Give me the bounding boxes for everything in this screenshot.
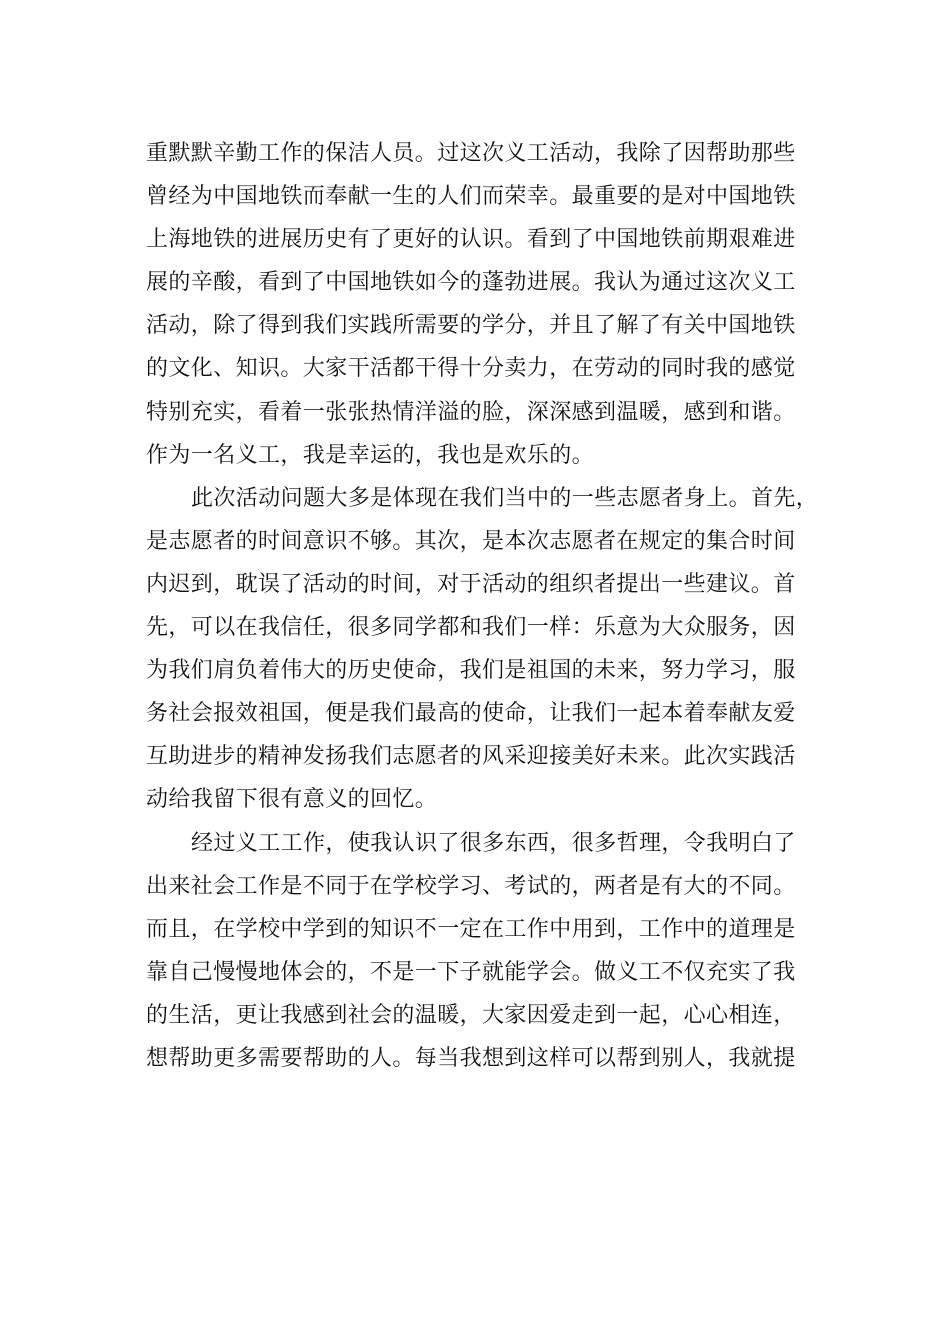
text-line: 曾经为中国地铁而奉献一生的人们而荣幸。最重要的是对中国地铁 xyxy=(146,184,796,210)
text-line: 特别充实，看着一张张热情洋溢的脸，深深感到温暖，感到和谐。 xyxy=(146,399,796,425)
text-line: 展的辛酸，看到了中国地铁如今的蓬勃进展。我认为通过这次义工 xyxy=(146,270,796,296)
text-line: 而且，在学校中学到的知识不一定在工作中用到，工作中的道理是 xyxy=(146,916,796,942)
text-line: 动给我留下很有意义的回忆。 xyxy=(146,787,438,813)
text-line: 为我们肩负着伟大的历史使命，我们是祖国的未来，努力学习，服 xyxy=(146,658,796,684)
text-line: 内迟到，耽误了活动的时间，对于活动的组织者提出一些建议。首 xyxy=(146,571,796,597)
text-line: 互助进步的精神发扬我们志愿者的风采迎接美好未来。此次实践活 xyxy=(146,744,796,770)
text-line: 上海地铁的进展历史有了更好的认识。看到了中国地铁前期艰难进 xyxy=(146,227,796,253)
text-line: 靠自己慢慢地体会的，不是一下子就能学会。做义工不仅充实了我 xyxy=(146,959,796,985)
text-line: 活动，除了得到我们实践所需要的学分，并且了解了有关中国地铁 xyxy=(146,313,796,339)
text-line: 作为一名义工，我是幸运的，我也是欢乐的。 xyxy=(146,442,595,468)
text-line: 先，可以在我信任，很多同学都和我们一样：乐意为大众服务，因 xyxy=(146,615,796,641)
text-line: 经过义工工作，使我认识了很多东西，很多哲理，令我明白了 xyxy=(191,830,796,856)
text-line: 务社会报效祖国，便是我们最高的使命，让我们一起本着奉献友爱 xyxy=(146,701,796,727)
text-line: 的文化、知识。大家干活都干得十分卖力，在劳动的同时我的感觉 xyxy=(146,356,796,382)
text-line: 重默默辛勤工作的保洁人员。过这次义工活动，我除了因帮助那些 xyxy=(146,141,796,166)
text-line: 此次活动问题大多是体现在我们当中的一些志愿者身上。首先， xyxy=(191,485,819,511)
text-line: 想帮助更多需要帮助的人。每当我想到这样可以帮到别人，我就提 xyxy=(146,1045,796,1071)
text-line: 出来社会工作是不同于在学校学习、考试的，两者是有大的不同。 xyxy=(146,873,796,899)
text-line: 是志愿者的时间意识不够。其次，是本次志愿者在规定的集合时间 xyxy=(146,528,796,554)
body-text xyxy=(146,132,819,1080)
text-line: 的生活，更让我感到社会的温暖，大家因爱走到一起，心心相连， xyxy=(146,1002,796,1028)
